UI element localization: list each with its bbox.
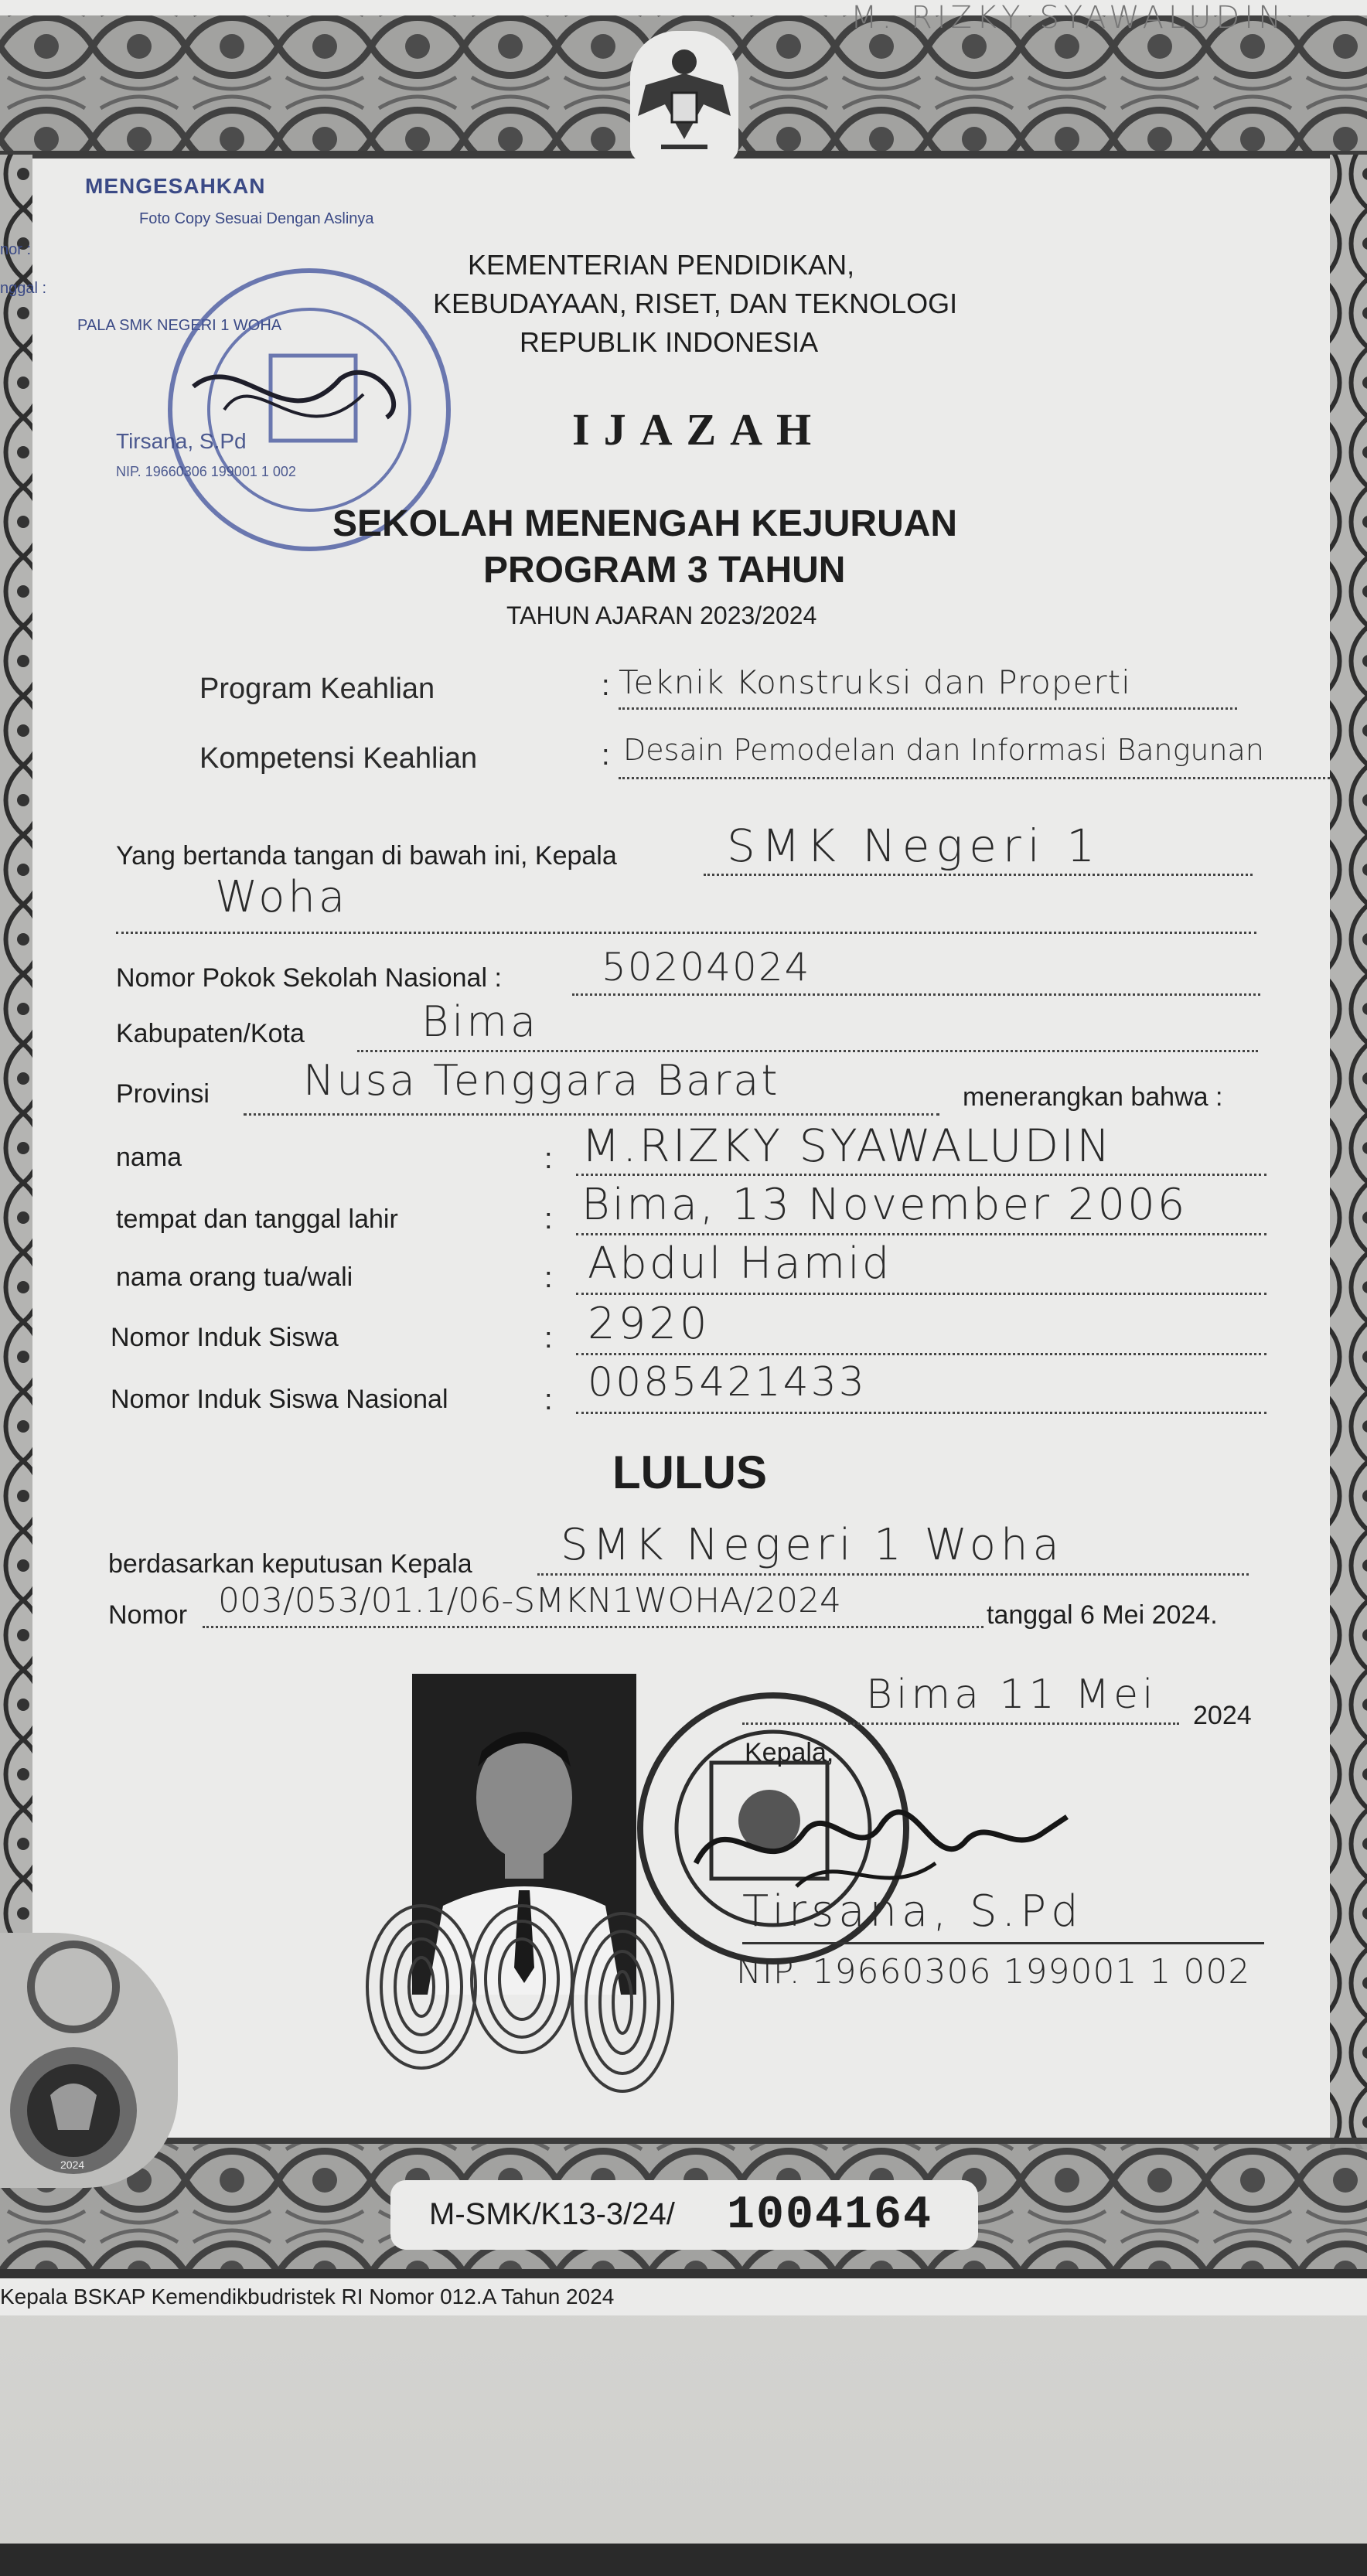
stamp-line-kepala: PALA SMK NEGERI 1 WOHA <box>77 317 282 334</box>
ministry-line-2: KEBUDAYAAN, RISET, DAN TEKNOLOGI <box>433 288 958 319</box>
tanggal-text: tanggal 6 Mei 2024. <box>987 1600 1218 1630</box>
dotted-line <box>576 1353 1266 1355</box>
intro-text: Yang bertanda tangan di bawah ini, Kepala <box>116 841 617 871</box>
provinsi-label: Provinsi <box>116 1079 210 1109</box>
nisn-value: 0085421433 <box>588 1359 867 1406</box>
colon-nis: : <box>544 1322 553 1354</box>
mengesahkan-label: MENGESAHKAN <box>85 174 266 198</box>
dotted-line <box>619 777 1330 779</box>
dotted-line <box>576 1174 1266 1176</box>
seal-year: 2024 <box>60 2159 85 2171</box>
signature-underline <box>742 1942 1264 1944</box>
serial-prefix: M-SMK/K13-3/24/ <box>429 2197 675 2231</box>
ortu-value: Abdul Hamid <box>588 1239 892 1289</box>
dotted-line <box>576 1293 1266 1295</box>
signature-year: 2024 <box>1193 1701 1252 1730</box>
kompetensi-value: Desain Pemodelan dan Informasi Bangunan <box>623 733 1264 767</box>
nis-value: 2920 <box>588 1299 711 1349</box>
dotted-line <box>244 1113 939 1116</box>
kabupaten-value: Bima <box>421 997 540 1046</box>
bottom-shadow <box>0 2544 1367 2576</box>
stamp-line-copy: Foto Copy Sesuai Dengan Aslinya <box>139 210 374 227</box>
seal-rosette <box>0 1933 178 2188</box>
stamp-top-nip: NIP. 19660306 199001 1 002 <box>116 464 296 479</box>
stamp-top-signer: Tirsana, S.Pd <box>116 429 247 453</box>
nis-label: Nomor Induk Siswa <box>111 1323 339 1352</box>
dotted-line <box>576 1233 1266 1235</box>
kompetensi-label: Kompetensi Keahlian <box>199 742 478 775</box>
dotted-line <box>537 1573 1249 1576</box>
npsn-value: 50204024 <box>602 945 811 990</box>
school-year: TAHUN AJARAN 2023/2024 <box>506 601 817 629</box>
place-date: Bima 11 Mei <box>866 1671 1157 1718</box>
ministry-line-3: REPUBLIK INDONESIA <box>520 326 819 358</box>
dotted-line <box>619 707 1237 710</box>
program-keahlian-value: Teknik Konstruksi dan Properti <box>619 663 1131 701</box>
garuda-emblem-frame <box>630 31 738 162</box>
stamp-line-tanggal: nggal : <box>0 280 47 297</box>
dotted-line <box>704 874 1253 876</box>
colon-nama: : <box>544 1143 553 1175</box>
tut-wuri-seal-icon <box>0 1933 178 2188</box>
program-keahlian-label: Program Keahlian <box>199 673 435 705</box>
basis-label: berdasarkan keputusan Kepala <box>108 1549 472 1579</box>
garuda-icon <box>630 31 738 162</box>
dotted-line <box>742 1722 1179 1725</box>
dotted-line <box>572 993 1260 996</box>
colon-nisn: : <box>544 1384 553 1416</box>
menerangkan-text: menerangkan bahwa : <box>963 1082 1223 1112</box>
nomor-value: 003/053/01.1/06-SMKN1WOHA/2024 <box>218 1581 842 1620</box>
ministry-line-1: KEMENTERIAN PENDIDIKAN, <box>468 249 855 281</box>
colon-ortu: : <box>544 1262 553 1294</box>
nama-value: M.RIZKY SYAWALUDIN <box>581 1119 1113 1172</box>
diploma-title: IJAZAH <box>572 404 826 455</box>
school-type: SEKOLAH MENENGAH KEJURUAN <box>332 503 958 544</box>
principal-nip: NIP. 19660306 199001 1 002 <box>736 1952 1251 1992</box>
kepala-label: Kepala, <box>745 1738 834 1767</box>
colon-2: : <box>602 739 610 772</box>
ttl-label: tempat dan tanggal lahir <box>116 1205 398 1234</box>
dotted-line <box>116 932 1256 934</box>
colon-ttl: : <box>544 1203 553 1235</box>
dotted-line <box>203 1626 983 1628</box>
nama-label: nama <box>116 1143 182 1172</box>
dotted-line <box>576 1412 1266 1414</box>
program-duration: PROGRAM 3 TAHUN <box>483 550 846 591</box>
basis-value: SMK Negeri 1 Woha <box>561 1520 1064 1570</box>
provinsi-value: Nusa Tenggara Barat <box>303 1056 780 1105</box>
decree-text: Kepala BSKAP Kemendikbudristek RI Nomor 012.A Tahun 2024 <box>0 2285 615 2309</box>
graduation-status: LULUS <box>612 1446 767 1498</box>
principal-name: Tirsana, S.Pd <box>742 1886 1083 1937</box>
stamp-line-nomor: nor : <box>0 241 32 258</box>
kabupaten-label: Kabupaten/Kota <box>116 1019 305 1048</box>
nomor-label: Nomor <box>108 1600 188 1630</box>
nisn-label: Nomor Induk Siswa Nasional <box>111 1385 448 1414</box>
ttl-value: Bima, 13 November 2006 <box>581 1180 1188 1230</box>
npsn-label: Nomor Pokok Sekolah Nasional : <box>116 963 502 993</box>
ortu-label: nama orang tua/wali <box>116 1262 353 1292</box>
serial-number: 1004164 <box>727 2189 933 2242</box>
top-handwritten-name: M. RIZKY SYAWALUDIN <box>851 0 1287 36</box>
dotted-line <box>357 1050 1258 1052</box>
school-name-line-1: SMK Negeri 1 <box>727 819 1102 872</box>
colon-1: : <box>602 670 610 702</box>
school-name-line-2: Woha <box>215 872 349 922</box>
